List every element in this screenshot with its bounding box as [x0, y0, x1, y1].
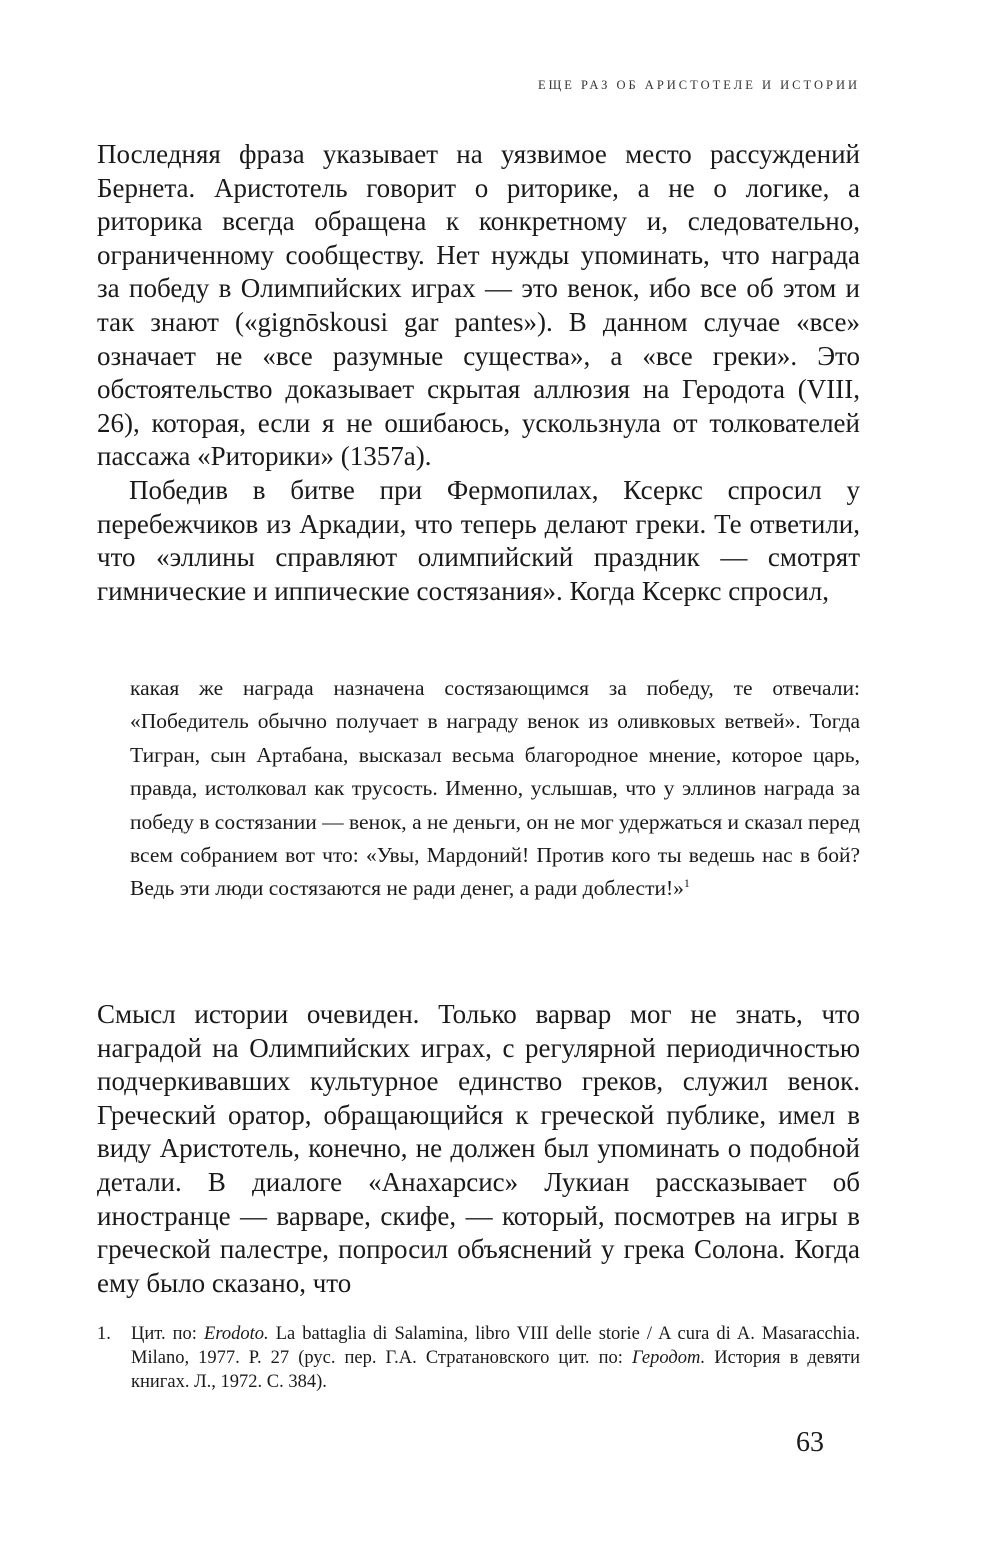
footnote-text: [131, 1322, 860, 1394]
footnote-reference: 1: [683, 876, 690, 891]
paragraph-2-block: [97, 474, 860, 608]
footnote-number: 1.: [97, 1324, 111, 1344]
paragraph-3: Смысл истории очевиден. Только варвар мог не знать, что наградой на Олимпийских играх, с регулярной периодичностью подчеркивавших культурное единство греков, служил венок. Греческий оратор, обращающийся к греческой публике, имел в виду Аристотель, конечно, не должен был упоминать о подобной детали. В диалоге «Анахарсис» Лукиан рассказывает об иностранце — варваре, скифе, — который, посмотрев на игры в греческой палестре, попросил объяснений у грека Солона. Когда ему было сказано, что: [97, 999, 860, 1298]
paragraph-1: Последняя фраза указывает на уязвимое место рассуждений Бернета. Аристотель говорит о риторике, а не о логике, а риторика всегда обращена к конкретному и, следовательно, ограниченному сообществу. Нет нужды упоминать, что награда за победу в Олимпийских играх — это венок, ибо все об этом и так знают («gignōskousi gar pantes»). В данном случае «все» означает не «все разумные существа», а «все греки». Это обстоятельство доказывает скрытая аллюзия на Геродота (VIII, 26), которая, если я не ошибаюсь, ускользнула от толкователей пассажа «Риторики» (1357а).: [97, 139, 860, 472]
footnote-author-1: Erodoto.: [204, 1324, 269, 1344]
footnote-part-3: История в девяти книгах. Л., 1972. С. 384).: [131, 1348, 860, 1392]
footnote-part-1: Цит. по:: [131, 1324, 205, 1344]
footnote-part-2: La battaglia di Salamina, libro VIII delle storie / A cura di A. Masaracchia. Milano, 1977. P. 27 (рус. пер. Г.А. Стратановского цит. по:: [131, 1324, 860, 1368]
page-number: 63: [796, 1427, 824, 1458]
block-quote: [130, 672, 860, 906]
footnote-author-2: Геродот.: [631, 1348, 706, 1368]
quote-text: какая же награда назначена состязающимся за победу, те отвечали: «Победитель обычно получает в награду венок из оливковых ветвей». Тогда Тигран, сын Артабана, высказал весьма благородное мнение, которое царь, правда, истолковал как трусость. Именно, услышав, что у эллинов награда за победу в состязании — венок, а не деньги, он не мог удержаться и сказал перед всем собранием вот что: «Увы, Мардоний! Против кого ты ведешь нас в бой? Ведь эти люди состязаются не ради денег, а ради доблести!»: [130, 676, 860, 901]
paragraph-2: Победив в битве при Фермопилах, Ксеркс спросил у перебежчиков из Аркадии, что теперь делают греки. Те ответили, что «эллины справляют олимпийский праздник — смотрят гимнические и иппические состязания». Когда Ксеркс спросил,: [97, 475, 860, 606]
footnote: [97, 1322, 860, 1394]
paragraph-1-block: [97, 138, 860, 474]
running-head: ЕЩЕ РАЗ ОБ АРИСТОТЕЛЕ И ИСТОРИИ: [538, 78, 860, 92]
paragraph-3-block: [97, 998, 860, 1300]
